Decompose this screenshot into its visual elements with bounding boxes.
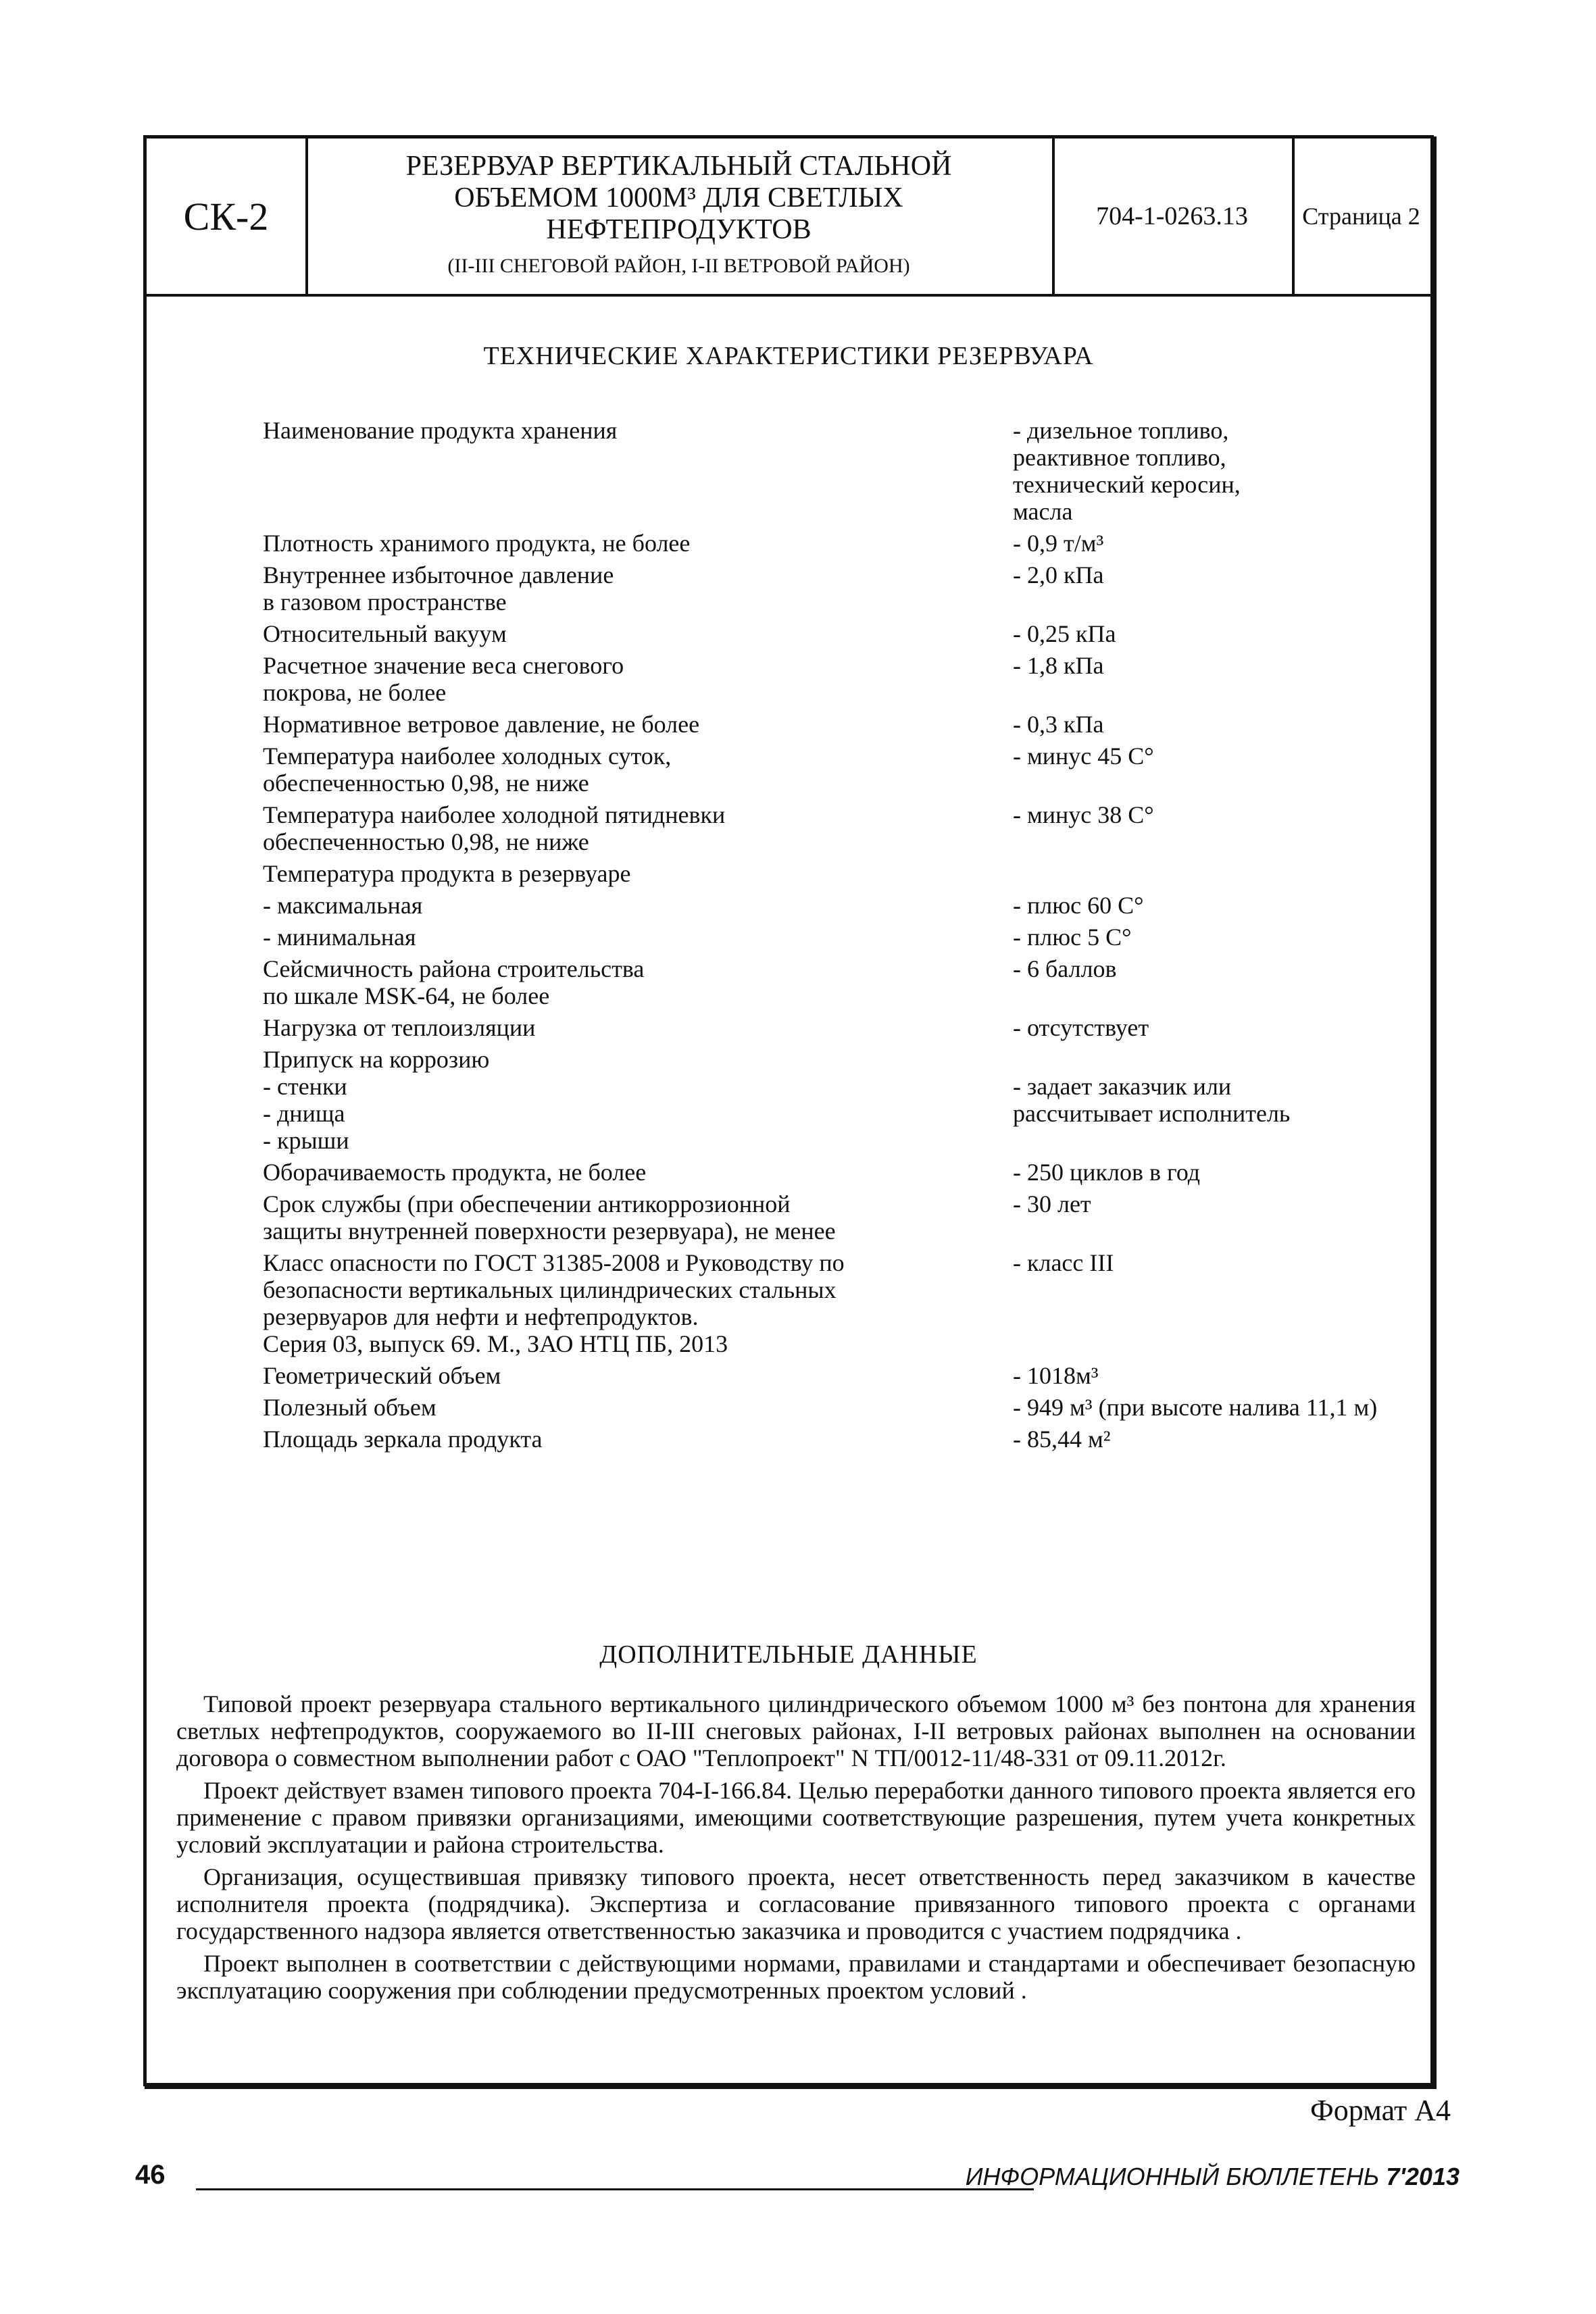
spec-label: Срок службы (при обеспечении антикоррозионной защиты внутренней поверхности резервуара), не менее [263, 1190, 836, 1244]
spec-label: Класс опасности по ГОСТ 31385-2008 и Руководству по безопасности вертикальных цилиндрических стальных резервуаров для нефти и нефтепродуктов. Серия 03, выпуск 69. М., ЗАО НТЦ ПБ, 2013 [263, 1249, 845, 1357]
spec-row [263, 743, 1425, 797]
spec-value: - задает заказчик или рассчитывает исполнитель [1013, 1073, 1291, 1127]
spec-row [263, 1362, 1425, 1389]
spec-value: - 949 м³ (при высоте налива 11,1 м) [1013, 1394, 1378, 1421]
title-block [147, 139, 1430, 297]
spec-row [263, 1394, 1425, 1421]
spec-value: - 6 баллов [1013, 955, 1117, 982]
title-line-2: ОБЪЕМОМ 1000М³ ДЛЯ СВЕТЛЫХ [454, 182, 903, 213]
spec-label: Расчетное значение веса снегового покрова, не более [263, 652, 624, 706]
spec-value: - минус 45 С° [1013, 743, 1154, 770]
page-label: Страница 2 [1302, 203, 1420, 230]
spec-row [263, 1014, 1425, 1041]
bulletin-name: ИНФОРМАЦИОННЫЙ БЮЛЛЕТЕНЬ [965, 2163, 1380, 2190]
spec-row [263, 620, 1425, 647]
spec-row [263, 1426, 1425, 1453]
spec-row [263, 417, 1425, 525]
title-line-3: НЕФТЕПРОДУКТОВ [546, 214, 812, 245]
spec-row [263, 924, 1425, 951]
spec-value: - 0,9 т/м³ [1013, 530, 1104, 557]
spec-label: Внутреннее избыточное давление в газовом пространстве [263, 561, 614, 615]
page-number: 46 [135, 2160, 166, 2190]
spec-label: Плотность хранимого продукта, не более [263, 530, 691, 557]
spec-row [263, 1159, 1425, 1186]
document-title [305, 139, 1055, 294]
spec-label: Наименование продукта хранения [263, 417, 618, 444]
spec-value: - 250 циклов в год [1013, 1159, 1201, 1186]
spec-label: Температура наиболее холодных суток, обеспеченностью 0,98, не ниже [263, 743, 672, 797]
spec-label: Припуск на коррозию - стенки - днища - крыши [263, 1046, 490, 1154]
spec-row [263, 1046, 1425, 1154]
spec-value: - 2,0 кПа [1013, 561, 1104, 588]
spec-value: - 1018м³ [1013, 1362, 1099, 1389]
spec-row [263, 955, 1425, 1009]
spec-row [263, 892, 1425, 919]
spec-row [263, 1249, 1425, 1357]
title-subtitle: (II-III СНЕГОВОЙ РАЙОН, I-II ВЕТРОВОЙ РАЙОН) [447, 255, 910, 277]
spec-value: - 30 лет [1013, 1190, 1091, 1217]
paragraph: Проект действует взамен типового проекта 704-I-166.84. Целью переработки данного типового проекта является его применение с правом привязки организациями, имеющими соответствующие разрешения, путем учета конкретных условий эксплуатации и района строительства. [176, 1777, 1416, 1858]
spec-value: - класс III [1013, 1249, 1114, 1276]
spec-row [263, 530, 1425, 557]
spec-row [263, 1190, 1425, 1244]
drawing-frame [143, 135, 1434, 2086]
spec-label: Оборачиваемость продукта, не более [263, 1159, 647, 1186]
spec-row [263, 652, 1425, 706]
spec-row [263, 711, 1425, 738]
spec-value: - минус 38 С° [1013, 801, 1154, 828]
spec-value: - плюс 5 С° [1013, 924, 1132, 951]
spec-label: Геометрический объем [263, 1362, 501, 1389]
sheet-code: СК-2 [147, 139, 308, 294]
spec-label: Температура продукта в резервуаре [263, 860, 631, 887]
footer-rule [196, 2188, 1034, 2190]
spec-value: - дизельное топливо, реактивное топливо, технический керосин, масла [1013, 417, 1241, 525]
spec-label: - максимальная [263, 892, 423, 919]
spec-value: - плюс 60 С° [1013, 892, 1144, 919]
spec-label: Сейсмичность района строительства по шкале MSK-64, не более [263, 955, 645, 1009]
title-line-1: РЕЗЕРВУАР ВЕРТИКАЛЬНЫЙ СТАЛЬНОЙ [405, 151, 952, 182]
spec-value: - 85,44 м² [1013, 1426, 1111, 1453]
bulletin-issue: 7'2013 [1386, 2163, 1460, 2190]
bulletin-title [966, 2163, 1460, 2191]
spec-label: Нагрузка от теплоизляции [263, 1014, 536, 1041]
paragraph: Типовой проект резервуара стального вертикального цилиндрического объемом 1000 м³ без понтона для хранения светлых нефтепродуктов, сооружаемого во II-III снеговых районах, I-II ветровых районах выполнен на основании договора о совместном выполнении работ с ОАО "Теплопроект" N ТП/0012-11/48-331 от 09.11.2012г. [176, 1690, 1416, 1771]
spec-value: - отсутствует [1013, 1014, 1149, 1041]
spec-label: Нормативное ветровое давление, не более [263, 711, 700, 738]
spec-label: - минимальная [263, 924, 416, 951]
spec-label: Относительный вакуум [263, 620, 507, 647]
page-footer [135, 2160, 1460, 2207]
paragraph: Проект выполнен в соответствии с действующими нормами, правилами и стандартами и обеспечивает безопасную эксплуатацию сооружения при соблюдении предусмотренных проектом условий . [176, 1950, 1416, 2004]
spec-value: - 1,8 кПа [1013, 652, 1104, 679]
spec-row [263, 561, 1425, 615]
specs-list [263, 417, 1425, 1457]
extra-heading: ДОПОЛНИТЕЛЬНЫЕ ДАННЫЕ [599, 1640, 978, 1669]
document-number: 704-1-0263.13 [1052, 139, 1295, 294]
spec-row [263, 801, 1425, 855]
spec-value: - 0,25 кПа [1013, 620, 1116, 647]
extra-paragraphs [176, 1690, 1416, 2009]
spec-value: - 0,3 кПа [1013, 711, 1104, 738]
spec-label: Температура наиболее холодной пятидневки обеспеченностью 0,98, не ниже [263, 801, 726, 855]
paragraph: Организация, осуществившая привязку типового проекта, несет ответственность перед заказчиком в качестве исполнителя проекта (подрядчика). Экспертиза и согласование привязанного типового проекта с органами государственного надзора является ответственностью заказчика и проводится с участием подрядчика . [176, 1863, 1416, 1944]
spec-row [263, 860, 1425, 887]
spec-label: Площадь зеркала продукта [263, 1426, 543, 1453]
format-label: Формат А4 [1310, 2094, 1451, 2127]
spec-value [1013, 860, 1425, 887]
spec-label: Полезный объем [263, 1394, 437, 1421]
specs-heading: ТЕХНИЧЕСКИЕ ХАРАКТЕРИСТИКИ РЕЗЕРВУАРА [483, 342, 1094, 370]
